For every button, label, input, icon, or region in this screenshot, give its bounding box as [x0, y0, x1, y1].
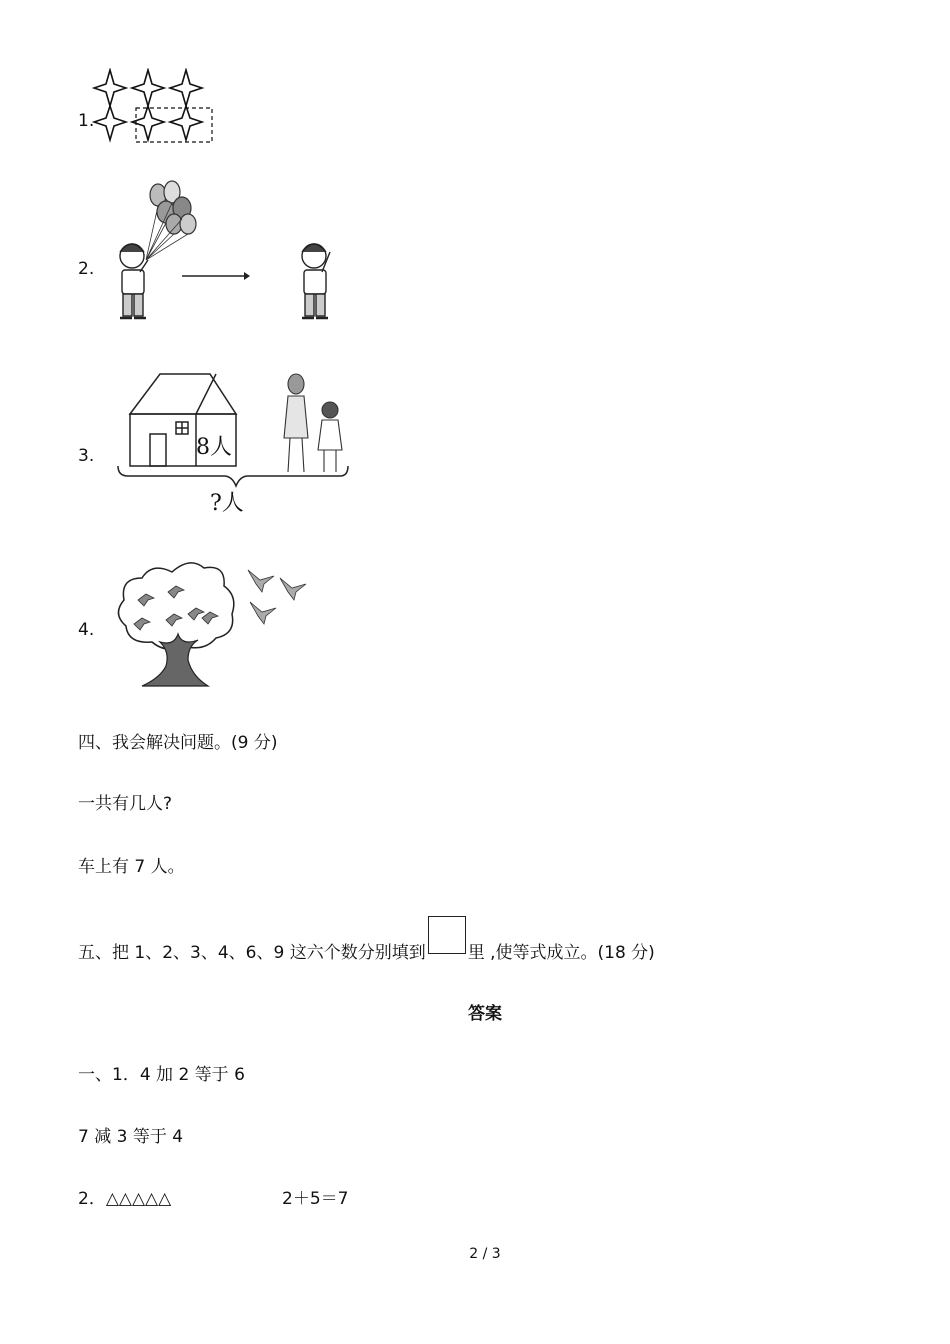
page-number: 2 / 3 [469, 1246, 501, 1262]
flying-bird-icon [248, 570, 274, 592]
star-icon [170, 106, 202, 140]
balloon-boy-figure [110, 180, 350, 325]
house-figure [114, 368, 358, 518]
star-icon [94, 70, 126, 106]
answer-line-3-label: 2．△△△△△ [78, 1189, 172, 1209]
star-icon [132, 106, 164, 140]
flying-bird-icon [250, 602, 276, 624]
section-4-title: 四、我会解决问题。(9 分) [78, 733, 278, 753]
star-icon [132, 70, 164, 106]
answer-box [428, 916, 466, 954]
section-5-title-before: 五、把 1、2、3、4、6、9 这六个数分别填到 [78, 943, 426, 963]
problem-4-label: 4. [78, 620, 95, 640]
problem-3-label: 3. [78, 446, 95, 466]
tree-birds-figure [112, 556, 312, 690]
flying-bird-icon [280, 578, 306, 600]
answer-line-3-equation: 2＋5＝7 [282, 1189, 349, 1209]
star-icon [94, 106, 126, 140]
section-5-title-after: 里 ,使等式成立。(18 分) [467, 943, 655, 963]
house-count-text: 8人 [196, 435, 232, 460]
problem-1-label: 1. [78, 111, 95, 131]
section-4-statement: 车上有 7 人。 [78, 857, 185, 877]
brace-question-text: ?人 [210, 491, 244, 516]
section-4-question: 一共有几人? [78, 794, 173, 814]
stars-figure [92, 68, 222, 148]
answer-line-2: 7 减 3 等于 4 [78, 1127, 184, 1147]
answer-line-1: 一、1．4 加 2 等于 6 [78, 1065, 245, 1085]
problem-2-label: 2. [78, 259, 95, 279]
answers-heading: 答案 [468, 1004, 502, 1024]
section-5-title [78, 928, 655, 966]
star-icon [170, 70, 202, 106]
